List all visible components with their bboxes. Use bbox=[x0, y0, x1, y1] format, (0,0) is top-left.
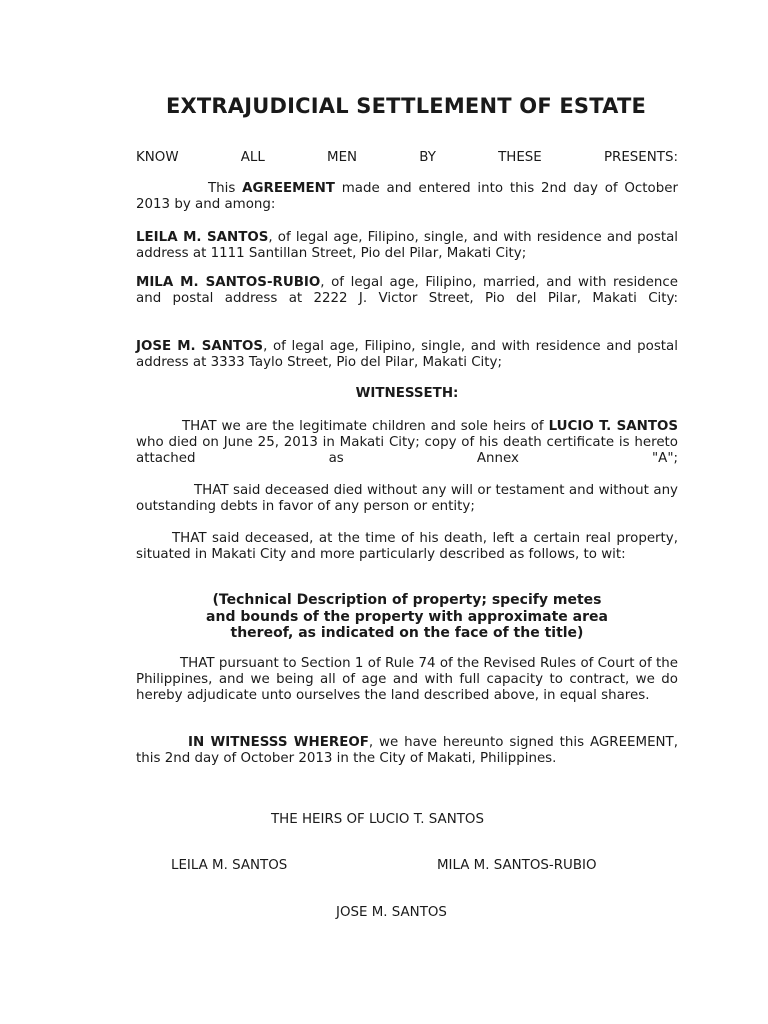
technical-description-line: and bounds of the property with approximate area bbox=[206, 608, 608, 625]
agreement-paragraph bbox=[136, 181, 678, 213]
heirs-text: THAT we are the legitimate children and sole heirs of bbox=[182, 419, 544, 434]
party-paragraph bbox=[136, 339, 678, 371]
opening-word: PRESENTS: bbox=[603, 150, 678, 165]
party-details: , of legal age, Filipino, single, and with residence and postal address at 1111 Santillan Street, Pio del Pilar, Makati City; bbox=[136, 230, 679, 261]
signatory-name: JOSE M. SANTOS bbox=[336, 905, 447, 920]
witness-keyword: IN WITNESSS WHEREOF bbox=[188, 735, 369, 750]
witness-clause bbox=[136, 735, 678, 767]
opening-word: THESE bbox=[498, 150, 542, 165]
witnesseth-heading: WITNESSETH: bbox=[355, 386, 459, 401]
technical-description bbox=[136, 592, 678, 642]
party-name: JOSE M. SANTOS bbox=[136, 339, 264, 354]
party-name: MILA M. SANTOS-RUBIO bbox=[136, 275, 321, 290]
agreement-prefix: This bbox=[208, 181, 236, 196]
heirs-paragraph bbox=[136, 419, 678, 466]
witness-text: , we have hereunto signed this AGREEMENT, this 2nd day of October 2013 in the City of Makati, Philippines. bbox=[136, 735, 678, 766]
adjudication-paragraph: THAT pursuant to Section 1 of Rule 74 of the Revised Rules of Court of the Philippines, and we being all of age and with full capacity to contract, we do hereby adjudicate unto ourselves the land described above, in equal shares. bbox=[136, 656, 678, 703]
document-title: EXTRAJUDICIAL SETTLEMENT OF ESTATE bbox=[165, 94, 647, 118]
party-details: , of legal age, Filipino, married, and with residence and postal address at 2222 J. Victor Street, Pio del Pilar, Makati City: bbox=[136, 275, 678, 306]
technical-description-line: thereof, as indicated on the face of the title) bbox=[230, 625, 584, 641]
opening-word: BY bbox=[419, 150, 436, 165]
opening-line bbox=[136, 150, 678, 166]
opening-word: ALL bbox=[240, 150, 265, 165]
property-paragraph: THAT said deceased, at the time of his death, left a certain real property, situated in Makati City and more particularly described as follows, to wit: bbox=[136, 531, 678, 562]
opening-word: MEN bbox=[327, 150, 358, 165]
signatory-name: MILA M. SANTOS-RUBIO bbox=[437, 858, 597, 873]
heirs-heading: THE HEIRS OF LUCIO T. SANTOS bbox=[271, 812, 484, 827]
party-paragraph bbox=[136, 230, 678, 262]
technical-description-line: (Technical Description of property; specify metes bbox=[212, 592, 602, 608]
party-name: LEILA M. SANTOS bbox=[136, 230, 269, 245]
agreement-text: made and entered into this 2nd day of October 2013 by and among: bbox=[136, 181, 678, 212]
no-will-paragraph: THAT said deceased died without any will or testament and without any outstanding debts in favor of any person or entity; bbox=[136, 483, 678, 514]
opening-word: KNOW bbox=[136, 150, 179, 165]
heirs-text-continued: who died on June 25, 2013 in Makati City; copy of his death certificate is hereto attached as Annex "A"; bbox=[136, 434, 678, 466]
agreement-keyword: AGREEMENT bbox=[242, 181, 335, 196]
signatory-name: LEILA M. SANTOS bbox=[171, 858, 288, 873]
party-details: , of legal age, Filipino, single, and with residence and postal address at 3333 Taylo Street, Pio del Pilar, Makati City; bbox=[136, 339, 678, 370]
decedent-name: LUCIO T. SANTOS bbox=[548, 419, 678, 434]
party-paragraph bbox=[136, 275, 678, 307]
